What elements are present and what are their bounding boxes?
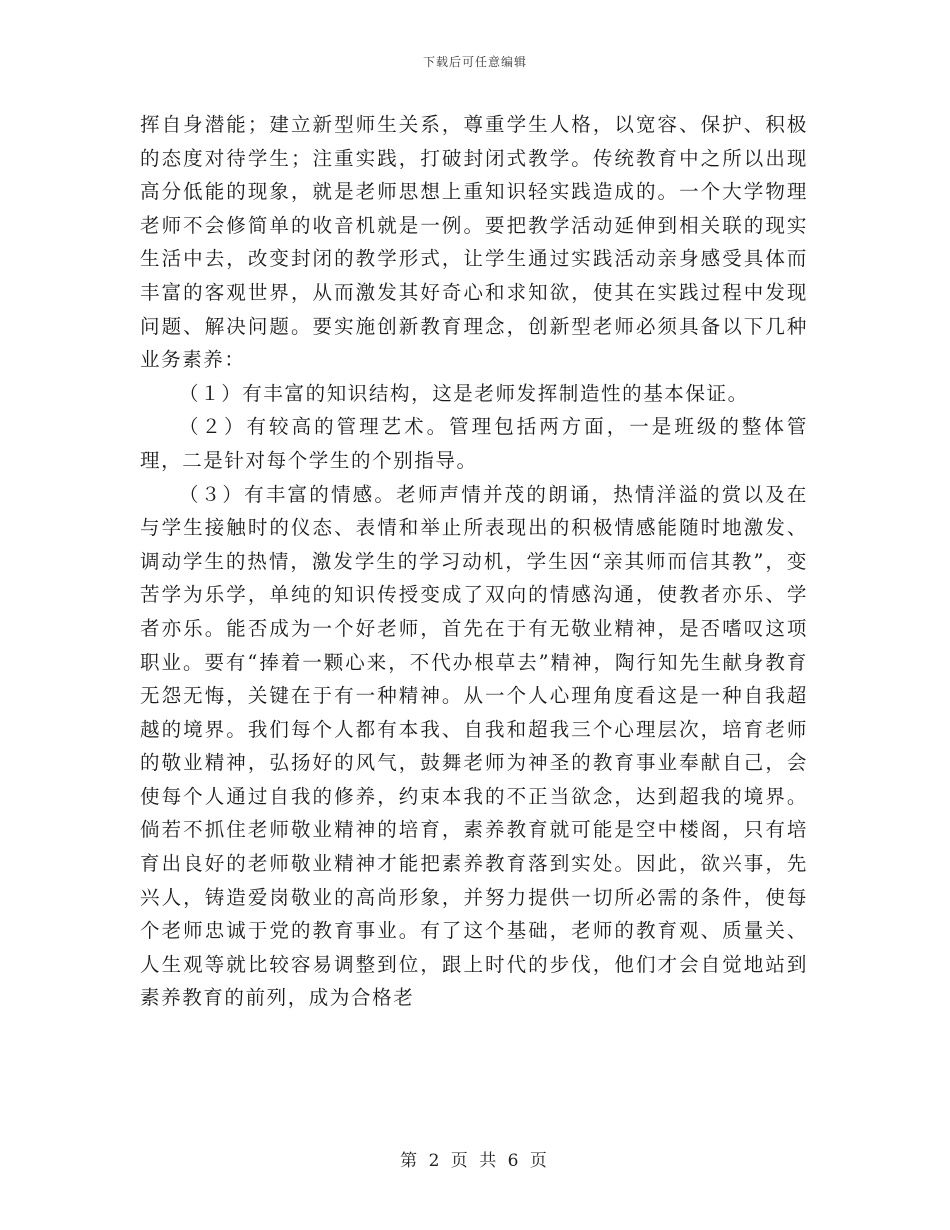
document-body [140,108,808,1015]
page-header: 下载后可任意编辑 [422,55,527,69]
page-footer: 第 2 页 共 6 页 [400,1151,550,1171]
paragraph-intro: 挥自身潜能；建立新型师生关系，尊重学生人格，以宽容、保护、积极的态度对待学生；注重实践，打破封闭式教学。传统教育中之所以出现高分低能的现象，就是老师思想上重知识轻实践造成的。一个大学物理老师不会修简单的收音机就是一例。要把教学活动延伸到相关联的现实生活中去，改变封闭的教学形式，让学生通过实践活动亲身感受具体而丰富的客观世界，从而激发其好奇心和求知欲，使其在实践过程中发现问题、解决问题。要实施创新教育理念，创新型老师必须具备以下几种业务素养： [140,113,808,372]
paragraph-item-2: （２）有较高的管理艺术。管理包括两方面，一是班级的整体管理，二是针对每个学生的个别指导。 [140,415,808,472]
paragraph-item-1: （１）有丰富的知识结构，这是老师发挥制造性的基本保证。 [179,381,749,405]
paragraph-item-3: （３）有丰富的情感。老师声情并茂的朗诵，热情洋溢的赏以及在与学生接触时的仪态、表情和举止所表现出的积极情感能随时地激发、调动学生的热情，激发学生的学习动机，学生因“亲其师而信其教”，变苦学为乐学，单纯的知识传授变成了双向的情感沟通，使教者亦乐、学者亦乐。能否成为一个好老师，首先在于有无敬业精神，是否嗜叹这项职业。要有“捧着一颗心来，不代办根草去”精神，陶行知先生献身教育无怨无悔，关键在于有一种精神。从一个人心理角度看这是一种自我超越的境界。我们每个人都有本我、自我和超我三个心理层次，培育老师的敬业精神，弘扬好的风气，鼓舞老师为神圣的教育事业奉献自己，会使每个人通过自我的修养，约束本我的不正当欲念，达到超我的境界。倘若不抓住老师敬业精神的培育，素养教育就可能是空中楼阁，只有培育出良好的老师敬业精神才能把素养教育落到实处。因此，欲兴事，先兴人，铸造爱岗敬业的高尚形象，并努力提供一切所必需的条件，使每个老师忠诚于党的教育事业。有了这个基础，老师的教育观、质量关、人生观等就比较容易调整到位，跟上时代的步伐，他们才会自觉地站到素养教育的前列，成为合格老 [140,482,808,1010]
